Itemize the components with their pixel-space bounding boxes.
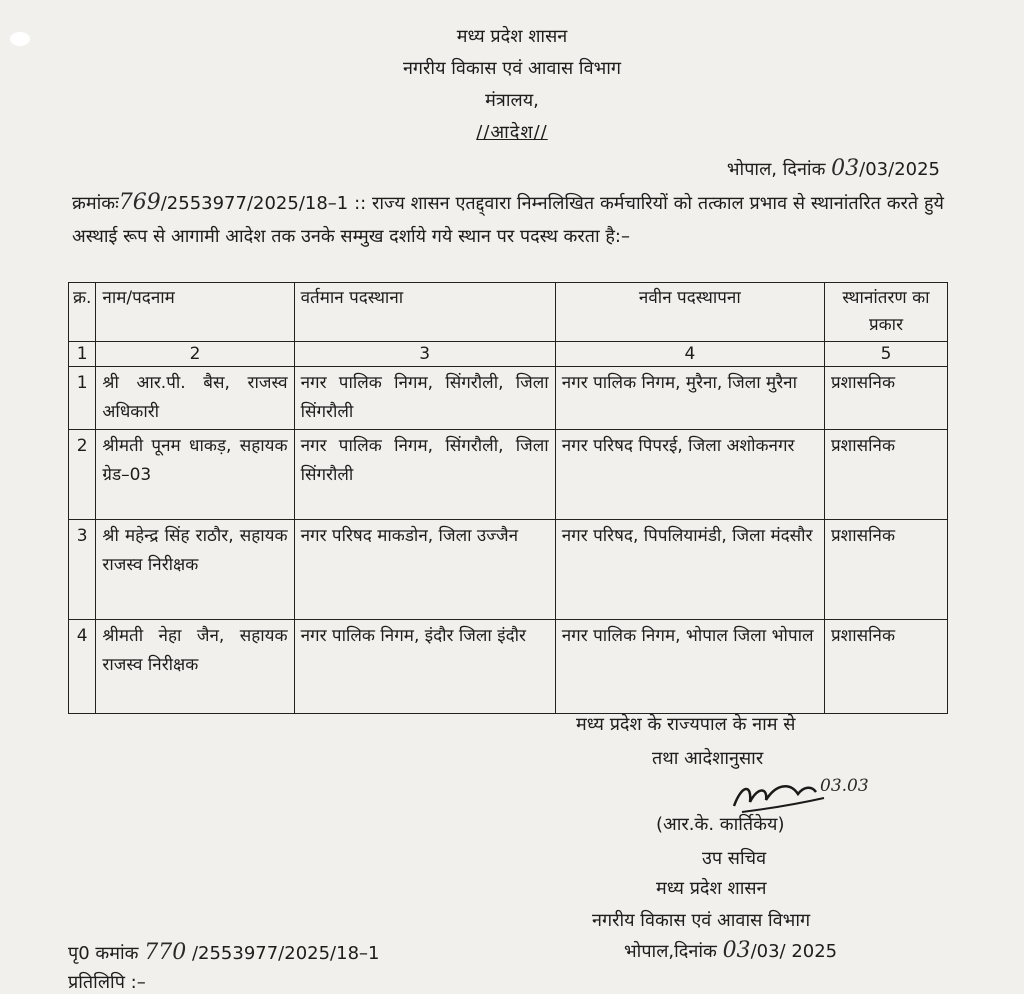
column-number: 3 xyxy=(294,342,555,367)
column-number: 5 xyxy=(825,342,948,367)
header-serial: क्र. xyxy=(69,283,96,342)
cell-serial: 4 xyxy=(69,620,96,714)
date-prefix: भोपाल, दिनांक xyxy=(726,159,826,180)
table-row xyxy=(69,620,948,714)
cell-transfer-type: प्रशासनिक xyxy=(825,520,948,620)
cell-new-posting: नगर परिषद पिपरई, जिला अशोकनगर xyxy=(555,430,824,520)
header-current-posting: वर्तमान पदस्थाना xyxy=(294,283,555,342)
endorsement-prefix: पृ0 कमांक xyxy=(68,943,139,964)
order-date xyxy=(727,156,940,181)
header-department: नगरीय विकास एवं आवास विभाग xyxy=(402,58,622,79)
signature-handwritten-date: 03.03 xyxy=(820,776,869,796)
signature-authority-line1: मध्य प्रदेश के राज्यपाल के नाम से xyxy=(576,714,796,735)
table-row xyxy=(69,367,948,430)
date-rest: /03/2025 xyxy=(859,159,940,180)
order-handwritten-number: 769 xyxy=(118,190,161,215)
cell-name: श्रीमती पूनम धाकड़, सहायक ग्रेड–03 xyxy=(96,430,294,520)
header-order-title: //आदेश// xyxy=(476,122,548,143)
column-number: 4 xyxy=(555,342,824,367)
endorsement-text: /2553977/2025/18–1 xyxy=(191,943,380,964)
order-prefix: क्रमांकः xyxy=(72,193,119,214)
table-header-row xyxy=(69,283,948,342)
copy-to-label: प्रतिलिपि :– xyxy=(68,972,146,993)
signatory-org-government: मध्य प्रदेश शासन xyxy=(656,878,767,899)
header-transfer-type: स्थानांतरण का प्रकार xyxy=(825,283,948,342)
cell-current-posting: नगर पालिक निगम, इंदौर जिला इंदौर xyxy=(294,620,555,714)
cell-current-posting: नगर पालिक निगम, सिंगरौली, जिला सिंगरौली xyxy=(294,430,555,520)
cell-serial: 1 xyxy=(69,367,96,430)
cell-name: श्री महेन्द्र सिंह राठौर, सहायक राजस्व निरीक्षक xyxy=(96,520,294,620)
column-number: 1 xyxy=(69,342,96,367)
signature-authority-line2: तथा आदेशानुसार xyxy=(652,748,764,769)
table-row xyxy=(69,520,948,620)
table-column-number-row xyxy=(69,342,948,367)
order-text: /2553977/2025/18–1 :: राज्य शासन एतद्द्वारा निम्नलिखित कर्मचारियों को तत्काल प्रभाव से स्थानांतरित करते हुये अस्थाई रूप से आगामी आदेश तक उनके सम्मुख दर्शाये गये स्थान पर पदस्थ करता है:– xyxy=(72,193,944,247)
order-paragraph xyxy=(72,186,944,253)
signatory-date-prefix: भोपाल,दिनांक xyxy=(624,941,717,962)
cell-serial: 2 xyxy=(69,430,96,520)
cell-name: श्री आर.पी. बैस, राजस्व अधिकारी xyxy=(96,367,294,430)
cell-current-posting: नगर पालिक निगम, सिंगरौली, जिला सिंगरौली xyxy=(294,367,555,430)
cell-transfer-type: प्रशासनिक xyxy=(825,620,948,714)
cell-current-posting: नगर परिषद माकडोन, जिला उज्जैन xyxy=(294,520,555,620)
endorsement-handwritten-number: 770 xyxy=(144,940,187,965)
header-name: नाम/पदनाम xyxy=(96,283,294,342)
signatory-date xyxy=(624,938,837,963)
signatory-date-rest: /03/ 2025 xyxy=(750,941,838,962)
transfer-table xyxy=(68,282,948,714)
header-new-posting: नवीन पदस्थापना xyxy=(555,283,824,342)
date-handwritten-day: 03 xyxy=(831,156,860,181)
cell-new-posting: नगर परिषद, पिपलियामंडी, जिला मंदसौर xyxy=(555,520,824,620)
header-government: मध्य प्रदेश शासन xyxy=(456,26,568,47)
signatory-org-department: नगरीय विकास एवं आवास विभाग xyxy=(592,910,811,931)
column-number: 2 xyxy=(96,342,294,367)
signatory-name: (आर.के. कार्तिकेय) xyxy=(656,814,785,835)
cell-transfer-type: प्रशासनिक xyxy=(825,430,948,520)
cell-new-posting: नगर पालिक निगम, मुरैना, जिला मुरैना xyxy=(555,367,824,430)
cell-transfer-type: प्रशासनिक xyxy=(825,367,948,430)
signatory-date-handwritten: 03 xyxy=(722,938,751,963)
table-row xyxy=(69,430,948,520)
endorsement-number xyxy=(68,940,379,965)
signatory-designation: उप सचिव xyxy=(702,848,767,869)
cell-new-posting: नगर पालिक निगम, भोपाल जिला भोपाल xyxy=(555,620,824,714)
cell-serial: 3 xyxy=(69,520,96,620)
cell-name: श्रीमती नेहा जैन, सहायक राजस्व निरीक्षक xyxy=(96,620,294,714)
header-ministry: मंत्रालय, xyxy=(485,90,539,111)
